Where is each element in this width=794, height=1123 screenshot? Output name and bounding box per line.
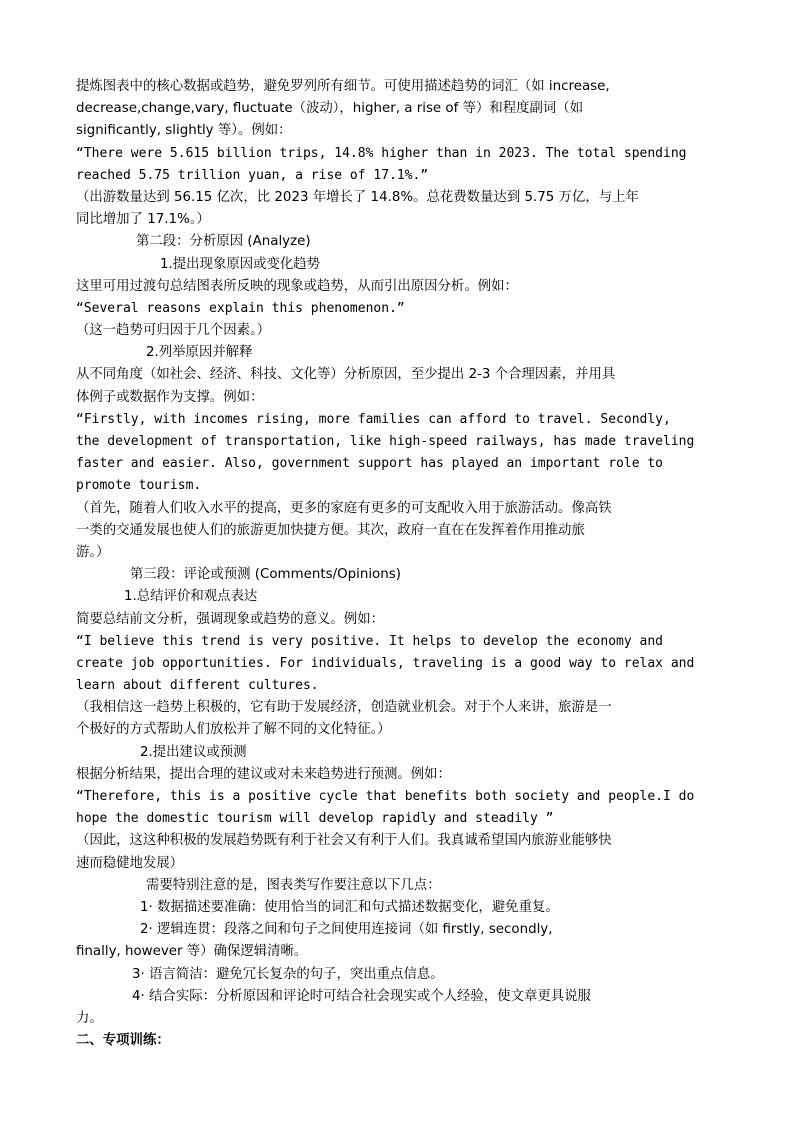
translation-line: （因此，这这种积极的发展趋势既有利于社会又有利于人们。我真诚希望国内旅游业能够快 <box>76 833 612 849</box>
translation-line: 一类的交通发展也使人们的旅游更加快捷方便。其次，政府一直在在发挥着作用推动旅 <box>76 522 585 538</box>
english-example-line: “Firstly, with incomes rising, more families can afford to travel. Secondly, <box>76 411 671 427</box>
text-line: 从不同角度（如社会、经济、科技、文化等）分析原因，至少提出 2-3 个合理因素，并用具 <box>76 367 616 383</box>
text-line: 这里可用过渡句总结图表所反映的现象或趋势，从而引出原因分析。例如： <box>76 278 518 294</box>
translation-line: 同比增加了 17.1%。） <box>76 212 210 228</box>
note-item-continuation: 力。 <box>76 1010 103 1026</box>
note-item: 4· 结合实际：分析原因和评论时可结合社会现实或个人经验，使文章更具说服 <box>132 988 591 1004</box>
translation-line: （我相信这一趋势上积极的，它有助于发展经济，创造就业机会。对于个人来讲，旅游是一 <box>76 700 612 716</box>
translation-line: （这一趋势可归因于几个因素。） <box>76 323 271 339</box>
text-line: significantly, slightly 等）。例如： <box>76 123 292 139</box>
note-item: 3· 语言简洁：避免冗长复杂的句子，突出重点信息。 <box>132 966 444 982</box>
text-line: 体例子或数据作为支撑。例如： <box>76 389 264 405</box>
section-heading-3: 第三段：评论或预测 (Comments/Opinions) <box>130 567 401 583</box>
translation-line: 速而稳健地发展） <box>76 855 184 871</box>
english-example-line: “Several reasons explain this phenomenon.” <box>76 300 405 316</box>
text-line: 提炼图表中的核心数据或趋势，避免罗列所有细节。可使用描述趋势的词汇（如 increase, <box>76 79 610 94</box>
note-item-continuation: finally, however 等）确保逻辑清晰。 <box>76 944 308 960</box>
english-example-line: faster and easier. Also, government support has played an important role to <box>76 456 663 472</box>
english-example-line: the development of transportation, like high-speed railways, has made traveling <box>76 434 695 449</box>
text-line: 根据分析结果，提出合理的建议或对未来趋势进行预测。例如： <box>76 766 451 782</box>
english-example-line: create job opportunities. For individuals, traveling is a good way to relax and <box>76 655 695 671</box>
english-example-line: “I believe this trend is very positive. It helps to develop the economy and <box>76 633 663 649</box>
text-line: 简要总结前文分析，强调现象或趋势的意义。例如： <box>76 611 384 627</box>
subheading: 1.总结评价和观点表达 <box>124 589 258 605</box>
translation-line: 游。） <box>76 544 110 560</box>
english-example-line: promote tourism. <box>76 478 202 494</box>
text-line: decrease,change,vary, fluctuate（波动），higher, a rise of 等）和程度副词（如 <box>76 101 584 117</box>
subheading: 2.列举原因并解释 <box>146 345 253 361</box>
note-item: 2· 逻辑连贯：段落之间和句子之间使用连接词（如 firstly, secondly, <box>140 922 553 938</box>
translation-line: 个极好的方式帮助人们放松并了解不同的文化特征。） <box>76 722 391 738</box>
subheading: 2.提出建议或预测 <box>140 744 247 760</box>
document-body <box>76 76 718 1052</box>
section-heading-2: 第二段：分析原因 (Analyze) <box>136 234 311 250</box>
english-example-line: reached 5.75 trillion yuan, a rise of 17.1%.” <box>76 167 429 183</box>
translation-line: （出游数量达到 56.15 亿次，比 2023 年增长了 14.8%。总花费数量达到 5.75 万亿，与上年 <box>76 189 639 205</box>
note-item: 1· 数据描述要准确：使用恰当的词汇和句式描述数据变化，避免重复。 <box>140 899 559 915</box>
english-example-line: “There were 5.615 billion trips, 14.8% higher than in 2023. The total spending <box>76 145 687 161</box>
english-example-line: “Therefore, this is a positive cycle that benefits both society and people.I do <box>76 789 695 804</box>
translation-line: （首先，随着人们收入水平的提高，更多的家庭有更多的可支配收入用于旅游活动。像高铁 <box>76 500 612 516</box>
section-heading-training: 二、专项训练： <box>76 1033 170 1049</box>
english-example-line: hope the domestic tourism will develop rapidly and steadily ” <box>76 811 554 827</box>
subheading: 1.提出现象原因或变化趋势 <box>160 256 321 272</box>
english-example-line: learn about different cultures. <box>76 678 319 694</box>
notes-intro: 需要特别注意的是，图表类写作要注意以下几点： <box>146 877 441 893</box>
